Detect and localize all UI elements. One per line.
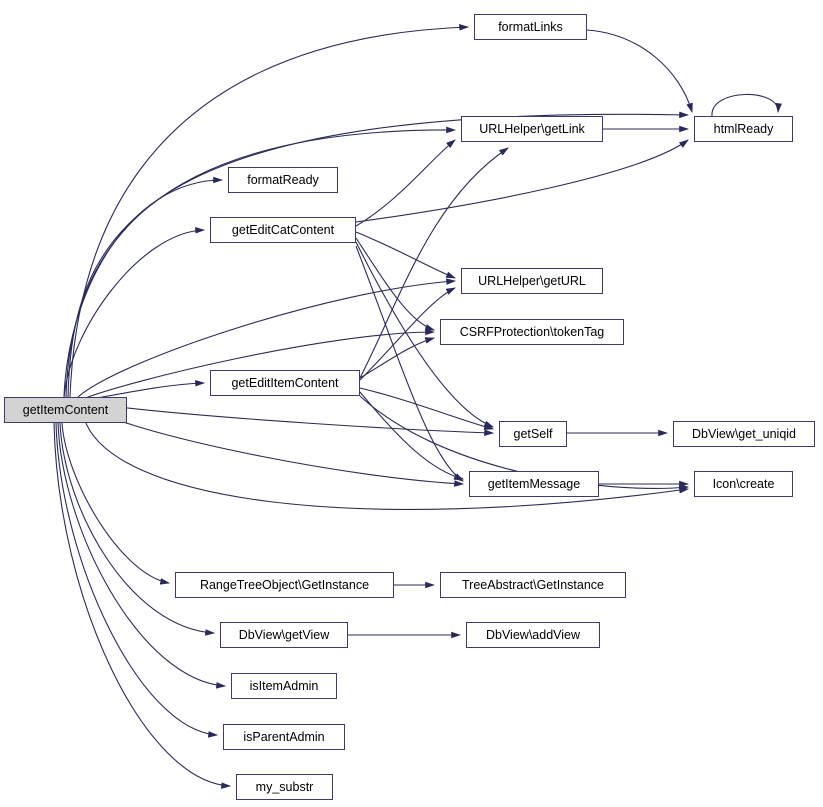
node-label: formatLinks (498, 19, 563, 34)
node-dbview-addview[interactable] (466, 622, 600, 648)
node-label: CSRFProtection\tokenTag (459, 324, 605, 339)
node-formatlinks[interactable] (474, 14, 587, 40)
node-dbview-getview[interactable] (220, 622, 348, 648)
node-rangetreeobject-getinstance[interactable] (175, 572, 394, 598)
node-label: getEditCatContent (231, 222, 335, 237)
node-csrfprotection-tokentag[interactable] (440, 319, 624, 345)
node-label: DbView\addView (485, 627, 581, 642)
node-getitemcontent[interactable] (4, 397, 127, 423)
node-label: formatReady (247, 172, 319, 187)
node-my-substr[interactable] (236, 774, 333, 800)
node-getself[interactable] (499, 421, 567, 447)
node-urlhelper-geturl[interactable] (461, 268, 603, 294)
node-geteditemcontent[interactable] (210, 370, 360, 396)
node-label: Icon\create (712, 476, 775, 491)
node-label: getItemMessage (487, 476, 581, 491)
node-isitemadmin[interactable] (231, 673, 337, 699)
node-label: RangeTreeObject\GetInstance (199, 577, 370, 592)
node-label: isParentAdmin (243, 729, 325, 744)
node-label: TreeAbstract\GetInstance (462, 577, 604, 592)
node-label: DbView\get_uniqid (691, 426, 796, 441)
node-label: getSelf (513, 426, 553, 441)
node-htmlready[interactable] (694, 116, 793, 142)
node-isparentadmin[interactable] (223, 724, 345, 750)
node-label: URLHelper\getURL (478, 273, 586, 288)
node-label: isItemAdmin (249, 678, 319, 693)
node-geteditcatcontent[interactable] (210, 217, 356, 243)
node-formatready[interactable] (228, 167, 338, 193)
node-label: DbView\getView (238, 627, 330, 642)
node-treeabstract-getinstance[interactable] (440, 572, 626, 598)
node-label: my_substr (255, 779, 314, 794)
node-getitemmessage[interactable] (469, 471, 599, 497)
node-label: getItemContent (22, 402, 109, 417)
node-label: htmlReady (713, 121, 774, 136)
node-label: URLHelper\getLink (479, 121, 585, 136)
node-label: getEditItemContent (231, 375, 339, 390)
node-dbview-get-uniqid[interactable] (673, 421, 815, 447)
node-icon-create[interactable] (694, 471, 793, 497)
node-urlhelper-getlink[interactable] (461, 116, 603, 142)
